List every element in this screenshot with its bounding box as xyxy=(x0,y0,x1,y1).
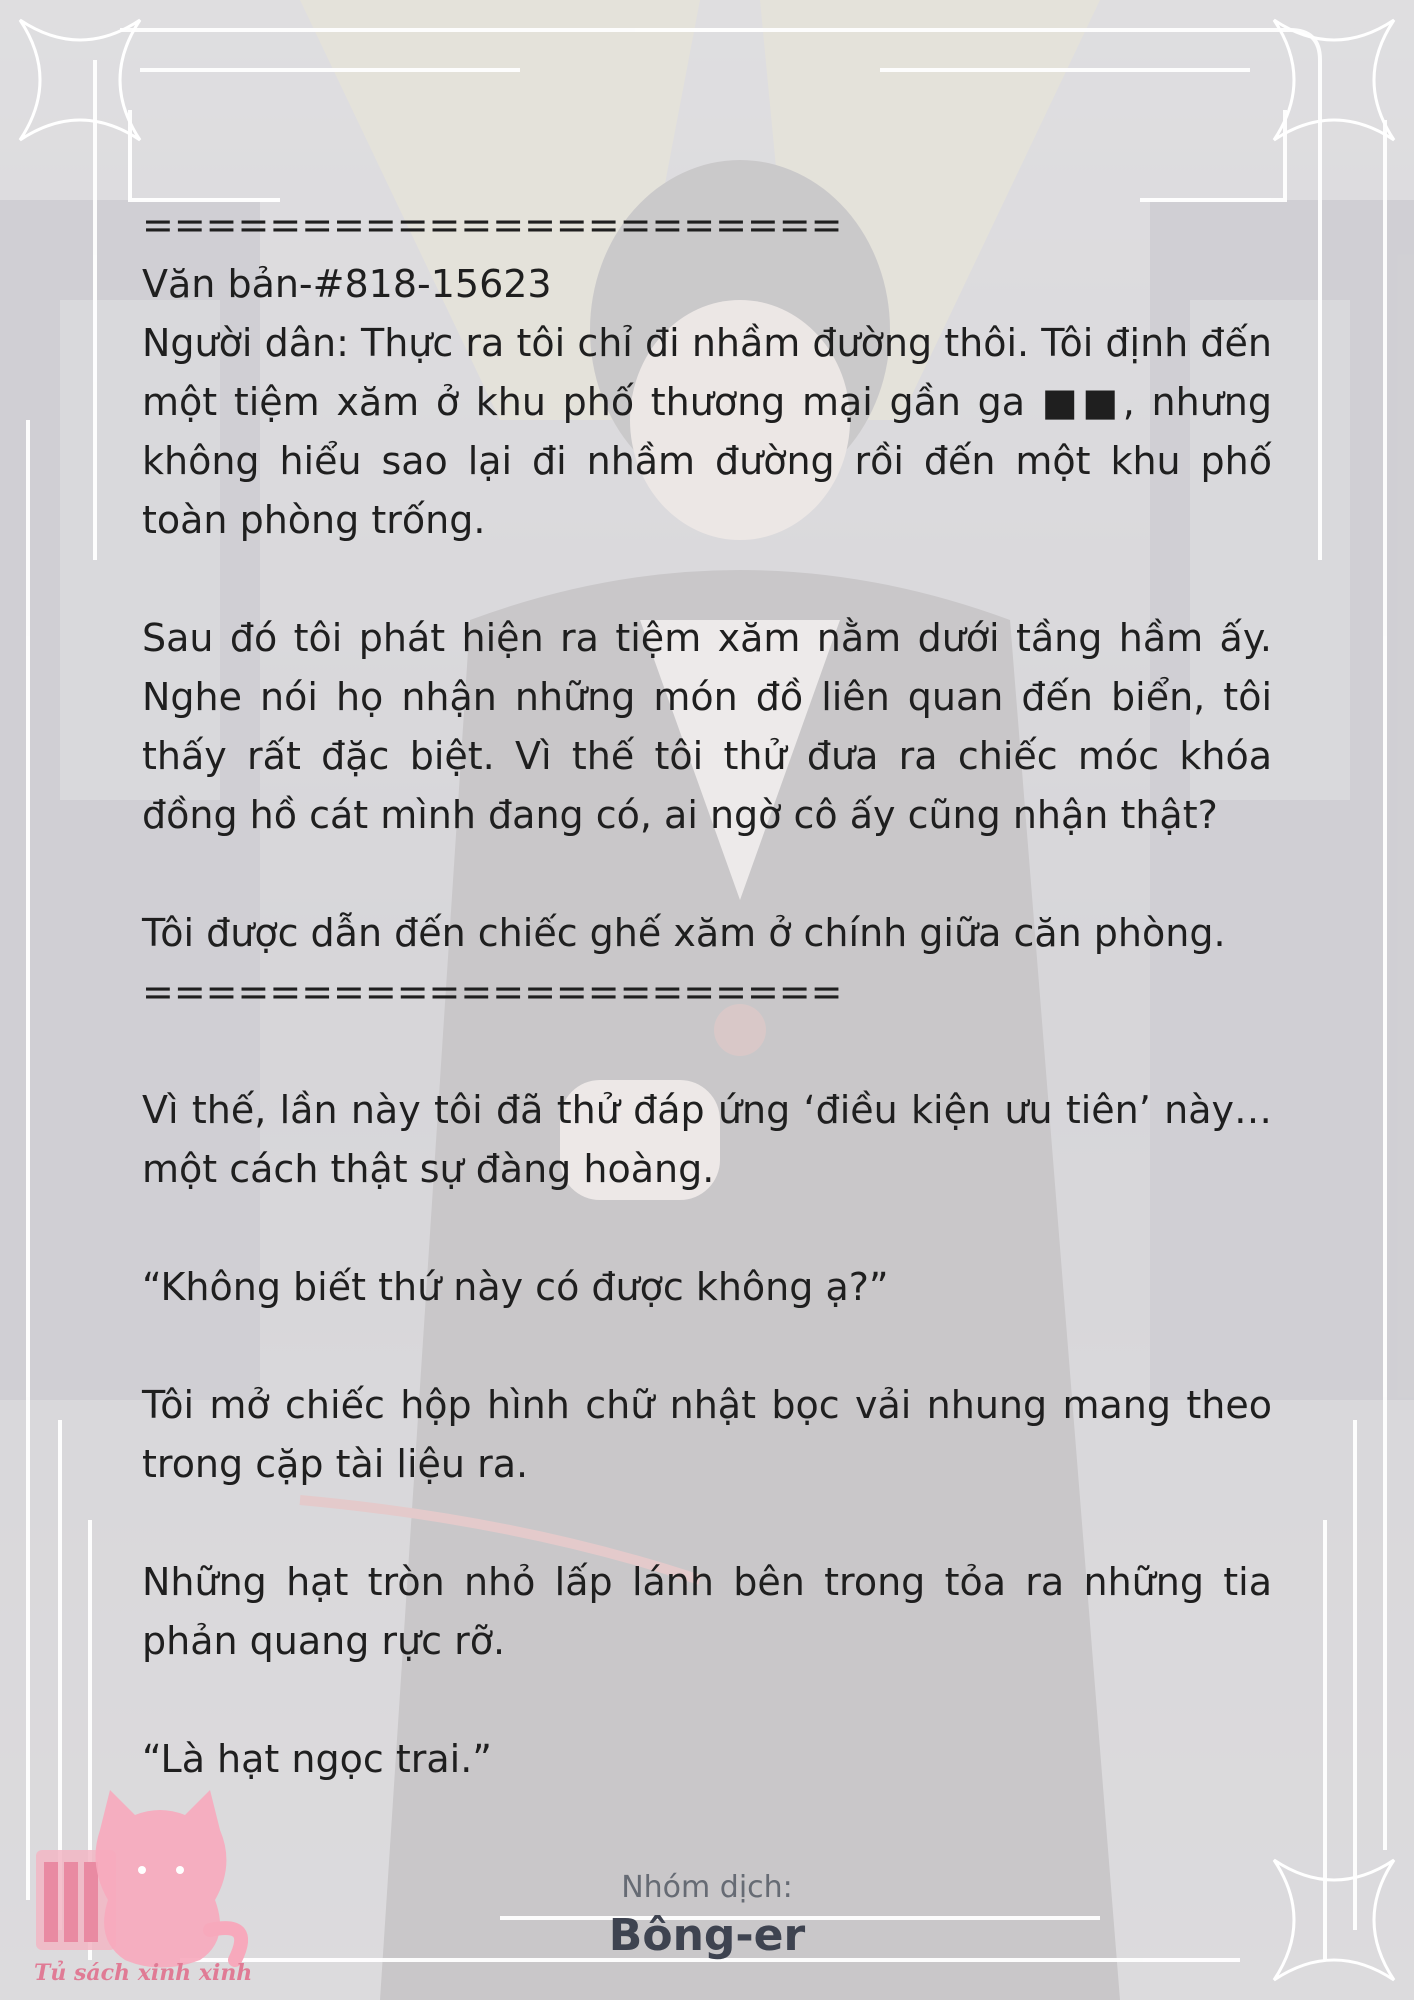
credit-label: Nhóm dịch: xyxy=(621,1870,793,1905)
dialogue-line: “Là hạt ngọc trai.” xyxy=(142,1737,492,1781)
paragraph: Những hạt tròn nhỏ lấp lánh bên trong tỏa ra những tia phản quang rực rỡ. xyxy=(142,1560,1272,1663)
paragraph: Người dân: Thực ra tôi chỉ đi nhầm đường thôi. Tôi định đến một tiệm xăm ở khu phố thương mại gần ga ■■, nhưng không hiểu sao lại đi nhầm đường rồi đến một khu phố toàn phòng trống. xyxy=(142,321,1272,542)
paragraph: Tôi mở chiếc hộp hình chữ nhật bọc vải nhung mang theo trong cặp tài liệu ra. xyxy=(142,1383,1272,1486)
separator-line: ====================== xyxy=(142,970,843,1014)
credit-name: Bông-er xyxy=(608,1910,806,1961)
translator-credit xyxy=(0,1868,1414,1964)
story-text xyxy=(142,196,1272,1789)
dialogue-line: “Không biết thứ này có được không ạ?” xyxy=(142,1265,889,1309)
document-id: Văn bản-#818-15623 xyxy=(142,262,552,306)
separator-line: ====================== xyxy=(142,203,843,247)
paragraph: Sau đó tôi phát hiện ra tiệm xăm nằm dưới tầng hầm ấy. Nghe nói họ nhận những món đồ liên quan đến biển, tôi thấy rất đặc biệt. Vì thế tôi thử đưa ra chiếc móc khóa đồng hồ cát mình đang có, ai ngờ cô ấy cũng nhận thật? xyxy=(142,616,1272,837)
paragraph: Vì thế, lần này tôi đã thử đáp ứng ‘điều kiện ưu tiên’ này… một cách thật sự đàng hoàng. xyxy=(142,1088,1272,1191)
logo-text: Tủ sách xinh xinh xyxy=(34,1960,253,1986)
paragraph: Tôi được dẫn đến chiếc ghế xăm ở chính giữa căn phòng. xyxy=(142,911,1226,955)
